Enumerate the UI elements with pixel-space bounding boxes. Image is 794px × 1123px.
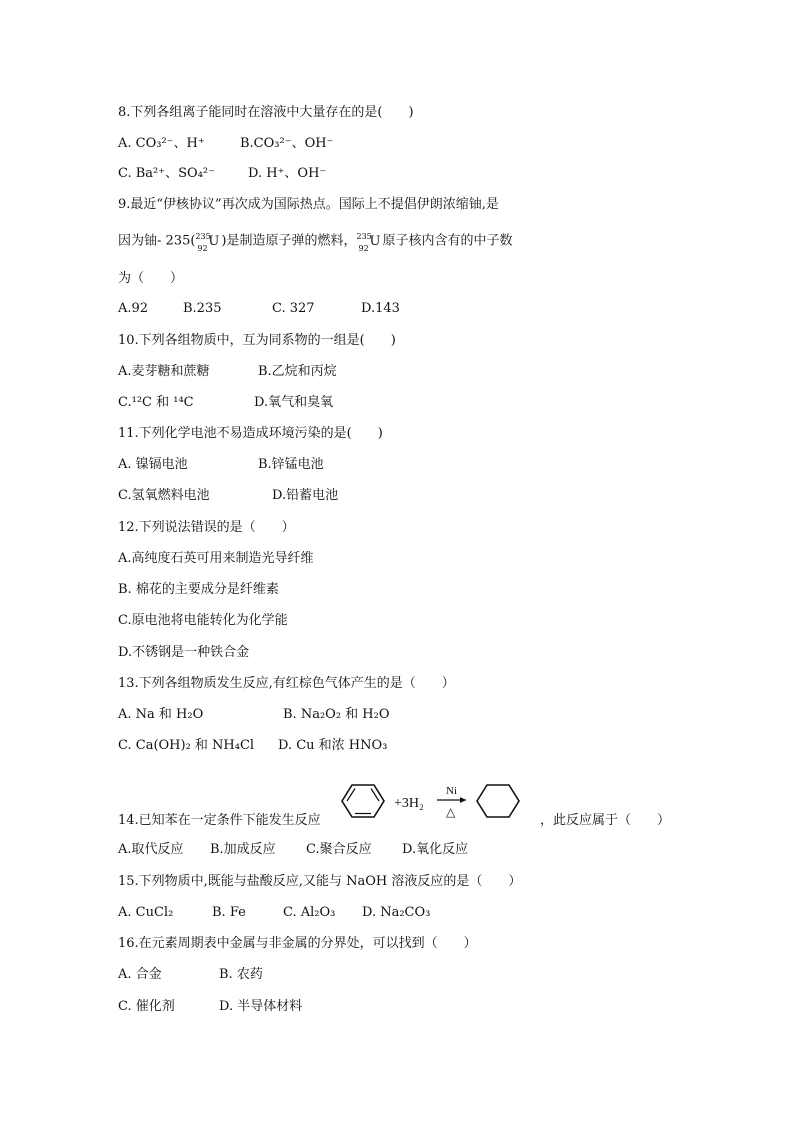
question-11-stem: 11.下列化学电池不易造成环境污染的是( ) xyxy=(118,426,383,441)
question-12-option-c: C.原电池将电能转化为化学能 xyxy=(118,613,288,628)
uranium-nuclide-symbol-2: 235 92 U xyxy=(356,232,381,253)
question-15-option-b: B. Fe xyxy=(212,905,246,920)
question-9-option-c: C. 327 xyxy=(272,301,315,316)
heat-condition-label: △ xyxy=(446,805,456,819)
question-12-stem: 12.下列说法错误的是（ ） xyxy=(118,520,295,535)
reagent-hydrogen: +3H₂ xyxy=(394,796,424,811)
question-14-stem-pre: 14.已知苯在一定条件下能发生反应 xyxy=(118,813,321,828)
question-16-option-b: B. 农药 xyxy=(219,967,263,982)
question-9-text-mid: )是制造原子弹的燃料， xyxy=(221,233,357,249)
question-11-option-a: A. 镍镉电池 xyxy=(118,457,188,472)
question-8-stem: 8.下列各组离子能同时在溶液中大量存在的是( ) xyxy=(118,105,414,120)
question-8-option-d: D. H⁺、OH⁻ xyxy=(248,166,327,181)
question-16-option-c: C. 催化剂 xyxy=(118,999,175,1014)
question-10-option-c: C.¹²C 和 ¹⁴C xyxy=(118,395,194,410)
question-9-text-post: 原子核内含有的中子数 xyxy=(382,233,513,249)
question-8-option-a: A. CO₃²⁻、H⁺ xyxy=(118,136,205,151)
question-9-line-1: 9.最近“伊核协议”再次成为国际热点。国际上不提倡伊朗浓缩铀,是 xyxy=(118,197,499,212)
question-15-stem: 15.下列物质中,既能与盐酸反应,又能与 NaOH 溶液反应的是（ ） xyxy=(118,874,522,889)
question-13-option-c: C. Ca(OH)₂ 和 NH₄Cl xyxy=(118,738,255,753)
question-15-option-d: D. Na₂CO₃ xyxy=(362,905,431,920)
question-9-option-d: D.143 xyxy=(361,301,400,316)
arrow-head xyxy=(460,797,466,803)
question-9-option-a: A.92 xyxy=(118,301,149,316)
question-9-text-pre: 因为铀- 235( xyxy=(118,233,196,249)
question-16-option-a: A. 合金 xyxy=(118,967,162,982)
question-12-option-d: D.不锈钢是一种铁合金 xyxy=(118,645,250,660)
question-14-stem-post: ，此反应属于（ ） xyxy=(540,813,671,828)
question-16-option-d: D. 半导体材料 xyxy=(219,999,303,1014)
question-11-option-b: B.锌锰电池 xyxy=(258,457,324,472)
question-13-option-a: A. Na 和 H₂O xyxy=(118,707,204,722)
question-11-option-d: D.铅蓄电池 xyxy=(272,488,339,503)
question-12-option-b: B. 棉花的主要成分是纤维素 xyxy=(118,582,279,597)
benzene-hydrogenation-equation xyxy=(334,779,530,829)
question-15-option-a: A. CuCl₂ xyxy=(118,905,174,920)
cyclohexane-ring xyxy=(477,785,519,817)
question-8-option-b: B.CO₃²⁻、OH⁻ xyxy=(240,136,334,151)
question-9-line-2 xyxy=(118,232,513,251)
question-8-option-c: C. Ba²⁺、SO₄²⁻ xyxy=(118,166,215,181)
question-14-option-d: D.氧化反应 xyxy=(402,842,469,857)
question-10-option-d: D.氧气和臭氧 xyxy=(254,395,334,410)
question-10-stem: 10.下列各组物质中，互为同系物的一组是( ) xyxy=(118,333,396,348)
question-11-option-c: C.氢氧燃料电池 xyxy=(118,488,210,503)
question-15-option-c: C. Al₂O₃ xyxy=(283,905,336,920)
question-13-stem: 13.下列各组物质发生反应,有红棕色气体产生的是（ ） xyxy=(118,676,455,691)
question-14-option-a: A.取代反应 xyxy=(118,842,184,857)
question-14-option-c: C.聚合反应 xyxy=(306,842,372,857)
catalyst-label: Ni xyxy=(446,785,457,797)
question-13-option-b: B. Na₂O₂ 和 H₂O xyxy=(283,707,390,722)
question-16-stem: 16.在元素周期表中金属与非金属的分界处，可以找到（ ） xyxy=(118,936,477,951)
benzene-ring xyxy=(342,785,384,817)
question-9-option-b: B.235 xyxy=(183,301,222,316)
question-10-option-a: A.麦芽糖和蔗糖 xyxy=(118,364,210,379)
question-13-option-d: D. Cu 和浓 HNO₃ xyxy=(278,738,388,753)
question-9-line-3: 为（ ） xyxy=(118,271,184,286)
uranium-nuclide-symbol: 235 92 U xyxy=(195,232,220,253)
question-14-option-b: B.加成反应 xyxy=(210,842,276,857)
question-12-option-a: A.高纯度石英可用来制造光导纤维 xyxy=(118,551,314,566)
question-10-option-b: B.乙烷和丙烷 xyxy=(258,364,337,379)
